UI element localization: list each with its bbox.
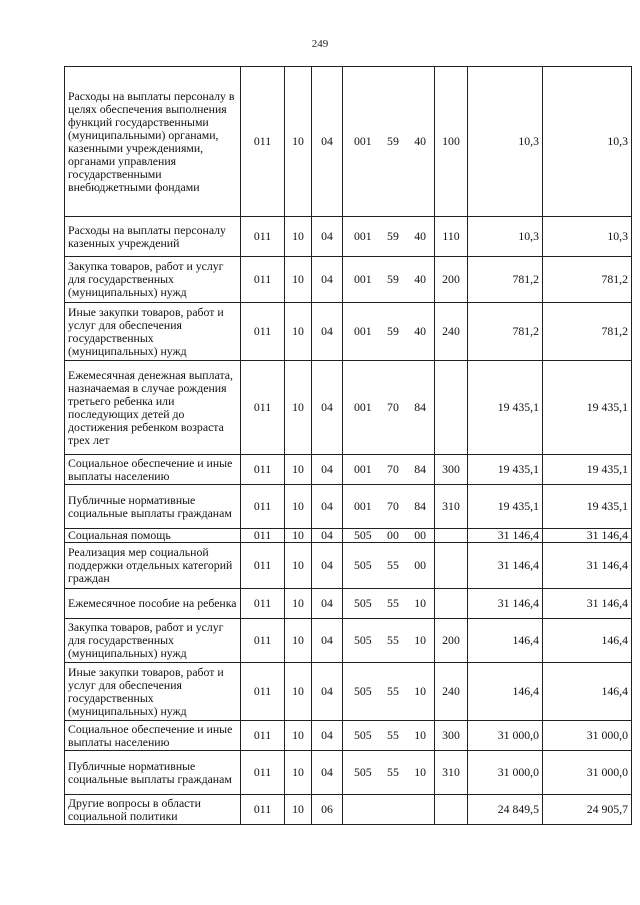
- row-csr-part: 505: [354, 528, 372, 542]
- row-sum-1: 146,4: [468, 619, 543, 663]
- row-csr-part: 40: [414, 229, 426, 243]
- row-csr-part: 40: [414, 272, 426, 286]
- row-csr-part: 55: [387, 596, 399, 610]
- row-sum-2: 146,4: [543, 663, 632, 721]
- row-csr-part: 40: [414, 134, 426, 148]
- row-sum-1: 19 435,1: [468, 485, 543, 529]
- row-csr-part: 001: [354, 229, 372, 243]
- row-csr: [343, 543, 435, 589]
- row-csr: [343, 455, 435, 485]
- row-rz: 10: [285, 529, 312, 543]
- row-csr: [343, 361, 435, 455]
- row-name: Другие вопросы в области социальной политики: [65, 795, 241, 825]
- row-csr: [343, 303, 435, 361]
- row-vr: [435, 589, 468, 619]
- row-name: Расходы на выплаты персоналу казенных учреждений: [65, 217, 241, 257]
- row-csr-part: 10: [414, 633, 426, 647]
- row-rz: 10: [285, 485, 312, 529]
- row-sum-1: 146,4: [468, 663, 543, 721]
- row-vr: 240: [435, 663, 468, 721]
- row-rz: 10: [285, 721, 312, 751]
- row-ved: 011: [241, 67, 285, 217]
- row-sum-2: 10,3: [543, 217, 632, 257]
- row-vr: 310: [435, 485, 468, 529]
- row-vr: 200: [435, 257, 468, 303]
- row-sum-1: 31 146,4: [468, 589, 543, 619]
- row-vr: [435, 361, 468, 455]
- row-csr-part: 00: [414, 558, 426, 572]
- row-csr-part: 00: [387, 528, 399, 542]
- row-csr-part: 59: [387, 229, 399, 243]
- row-ved: 011: [241, 751, 285, 795]
- row-vr: 110: [435, 217, 468, 257]
- row-pr: 04: [312, 485, 343, 529]
- row-csr-part: 505: [354, 596, 372, 610]
- row-csr-part: 505: [354, 633, 372, 647]
- row-csr-part: 59: [387, 324, 399, 338]
- row-csr-part: 70: [387, 499, 399, 513]
- row-rz: 10: [285, 589, 312, 619]
- table-row: [65, 795, 632, 825]
- table-row: [65, 529, 632, 543]
- row-csr: [343, 529, 435, 543]
- row-ved: 011: [241, 303, 285, 361]
- row-sum-1: 10,3: [468, 217, 543, 257]
- row-sum-2: 781,2: [543, 303, 632, 361]
- row-ved: 011: [241, 455, 285, 485]
- row-csr-part: 70: [387, 462, 399, 476]
- row-csr: [343, 619, 435, 663]
- row-vr: 300: [435, 721, 468, 751]
- row-csr-part: 55: [387, 684, 399, 698]
- row-csr: [343, 751, 435, 795]
- row-pr: 04: [312, 589, 343, 619]
- row-pr: 04: [312, 619, 343, 663]
- row-csr-part: 00: [414, 528, 426, 542]
- budget-table: [64, 66, 632, 825]
- table-row: [65, 663, 632, 721]
- row-name: Социальное обеспечение и иные выплаты населению: [65, 455, 241, 485]
- row-rz: 10: [285, 361, 312, 455]
- row-csr-part: 55: [387, 633, 399, 647]
- row-ved: 011: [241, 257, 285, 303]
- row-vr: 310: [435, 751, 468, 795]
- row-rz: 10: [285, 303, 312, 361]
- row-ved: 011: [241, 361, 285, 455]
- row-csr: [343, 795, 435, 825]
- row-sum-1: 781,2: [468, 257, 543, 303]
- row-csr: [343, 589, 435, 619]
- row-sum-2: 19 435,1: [543, 455, 632, 485]
- row-csr: [343, 721, 435, 751]
- row-sum-2: 19 435,1: [543, 485, 632, 529]
- row-name: Закупка товаров, работ и услуг для государственных (муниципальных) нужд: [65, 257, 241, 303]
- row-csr-part: 55: [387, 558, 399, 572]
- row-name: Иные закупки товаров, работ и услуг для обеспечения государственных (муниципальных) нужд: [65, 303, 241, 361]
- row-pr: 04: [312, 543, 343, 589]
- row-rz: 10: [285, 67, 312, 217]
- row-csr-part: 40: [414, 324, 426, 338]
- row-vr: 200: [435, 619, 468, 663]
- row-rz: 10: [285, 455, 312, 485]
- row-name: Ежемесячное пособие на ребенка: [65, 589, 241, 619]
- row-rz: 10: [285, 795, 312, 825]
- row-sum-1: 31 146,4: [468, 529, 543, 543]
- row-csr-part: 84: [414, 499, 426, 513]
- row-csr: [343, 485, 435, 529]
- row-csr-part: 001: [354, 400, 372, 414]
- table-row: [65, 721, 632, 751]
- row-csr-part: 001: [354, 134, 372, 148]
- row-csr-part: 84: [414, 400, 426, 414]
- page-number: 249: [311, 38, 329, 50]
- row-rz: 10: [285, 543, 312, 589]
- row-name: Публичные нормативные социальные выплаты гражданам: [65, 485, 241, 529]
- row-sum-1: 24 849,5: [468, 795, 543, 825]
- table-row: [65, 589, 632, 619]
- row-ved: 011: [241, 619, 285, 663]
- row-sum-1: 31 000,0: [468, 751, 543, 795]
- table-row: [65, 217, 632, 257]
- row-sum-2: 31 146,4: [543, 529, 632, 543]
- row-csr-part: 59: [387, 272, 399, 286]
- row-pr: 04: [312, 455, 343, 485]
- row-ved: 011: [241, 217, 285, 257]
- row-name: Социальная помощь: [65, 529, 241, 543]
- row-pr: 06: [312, 795, 343, 825]
- row-csr-part: 10: [414, 596, 426, 610]
- row-name: Публичные нормативные социальные выплаты гражданам: [65, 751, 241, 795]
- row-sum-1: 781,2: [468, 303, 543, 361]
- row-pr: 04: [312, 529, 343, 543]
- row-pr: 04: [312, 751, 343, 795]
- row-pr: 04: [312, 67, 343, 217]
- row-pr: 04: [312, 303, 343, 361]
- row-vr: [435, 795, 468, 825]
- row-csr-part: 84: [414, 462, 426, 476]
- row-rz: 10: [285, 663, 312, 721]
- row-csr-part: 001: [354, 272, 372, 286]
- row-ved: 011: [241, 721, 285, 751]
- row-pr: 04: [312, 361, 343, 455]
- row-sum-2: 19 435,1: [543, 361, 632, 455]
- row-pr: 04: [312, 721, 343, 751]
- table-row: [65, 303, 632, 361]
- row-csr-part: 505: [354, 765, 372, 779]
- row-name: Иные закупки товаров, работ и услуг для обеспечения государственных (муниципальных) нужд: [65, 663, 241, 721]
- row-csr-part: 59: [387, 134, 399, 148]
- row-csr-part: 001: [354, 462, 372, 476]
- row-sum-2: 146,4: [543, 619, 632, 663]
- row-name: Закупка товаров, работ и услуг для государственных (муниципальных) нужд: [65, 619, 241, 663]
- row-vr: [435, 529, 468, 543]
- row-sum-2: 24 905,7: [543, 795, 632, 825]
- table-row: [65, 543, 632, 589]
- row-rz: 10: [285, 257, 312, 303]
- table-row: [65, 619, 632, 663]
- row-vr: 100: [435, 67, 468, 217]
- row-sum-2: 31 000,0: [543, 751, 632, 795]
- row-rz: 10: [285, 217, 312, 257]
- row-ved: 011: [241, 589, 285, 619]
- row-name: Расходы на выплаты персоналу в целях обеспечения выполнения функций государственными (муниципальными) органами, казенными учреждениями, органами управления государственными внебюджетными фондами: [65, 67, 241, 217]
- table-row: [65, 257, 632, 303]
- row-ved: 011: [241, 795, 285, 825]
- row-ved: 011: [241, 529, 285, 543]
- row-sum-2: 10,3: [543, 67, 632, 217]
- row-csr-part: 505: [354, 684, 372, 698]
- row-csr: [343, 257, 435, 303]
- table-row: [65, 67, 632, 217]
- row-csr-part: 10: [414, 684, 426, 698]
- row-name: Ежемесячная денежная выплата, назначаемая в случае рождения третьего ребенка или последующих детей до достижения ребенком возраста трех лет: [65, 361, 241, 455]
- row-ved: 011: [241, 485, 285, 529]
- row-ved: 011: [241, 663, 285, 721]
- table-row: [65, 455, 632, 485]
- row-csr: [343, 67, 435, 217]
- row-csr-part: 505: [354, 728, 372, 742]
- row-csr-part: 70: [387, 400, 399, 414]
- table-row: [65, 361, 632, 455]
- row-csr-part: 55: [387, 728, 399, 742]
- row-vr: 240: [435, 303, 468, 361]
- row-sum-1: 31 146,4: [468, 543, 543, 589]
- row-name: Реализация мер социальной поддержки отдельных категорий граждан: [65, 543, 241, 589]
- table-row: [65, 751, 632, 795]
- row-sum-2: 31 000,0: [543, 721, 632, 751]
- row-ved: 011: [241, 543, 285, 589]
- row-csr: [343, 663, 435, 721]
- row-csr-part: 001: [354, 499, 372, 513]
- table-row: [65, 485, 632, 529]
- row-sum-1: 19 435,1: [468, 361, 543, 455]
- row-csr-part: 001: [354, 324, 372, 338]
- row-csr: [343, 217, 435, 257]
- row-csr-part: 10: [414, 765, 426, 779]
- row-rz: 10: [285, 619, 312, 663]
- row-csr-part: 55: [387, 765, 399, 779]
- row-sum-2: 31 146,4: [543, 543, 632, 589]
- row-rz: 10: [285, 751, 312, 795]
- row-sum-1: 19 435,1: [468, 455, 543, 485]
- row-csr-part: 505: [354, 558, 372, 572]
- row-sum-1: 10,3: [468, 67, 543, 217]
- row-vr: [435, 543, 468, 589]
- row-name: Социальное обеспечение и иные выплаты населению: [65, 721, 241, 751]
- row-pr: 04: [312, 217, 343, 257]
- row-sum-1: 31 000,0: [468, 721, 543, 751]
- row-pr: 04: [312, 257, 343, 303]
- row-sum-2: 781,2: [543, 257, 632, 303]
- row-vr: 300: [435, 455, 468, 485]
- row-csr-part: 10: [414, 728, 426, 742]
- row-sum-2: 31 146,4: [543, 589, 632, 619]
- row-pr: 04: [312, 663, 343, 721]
